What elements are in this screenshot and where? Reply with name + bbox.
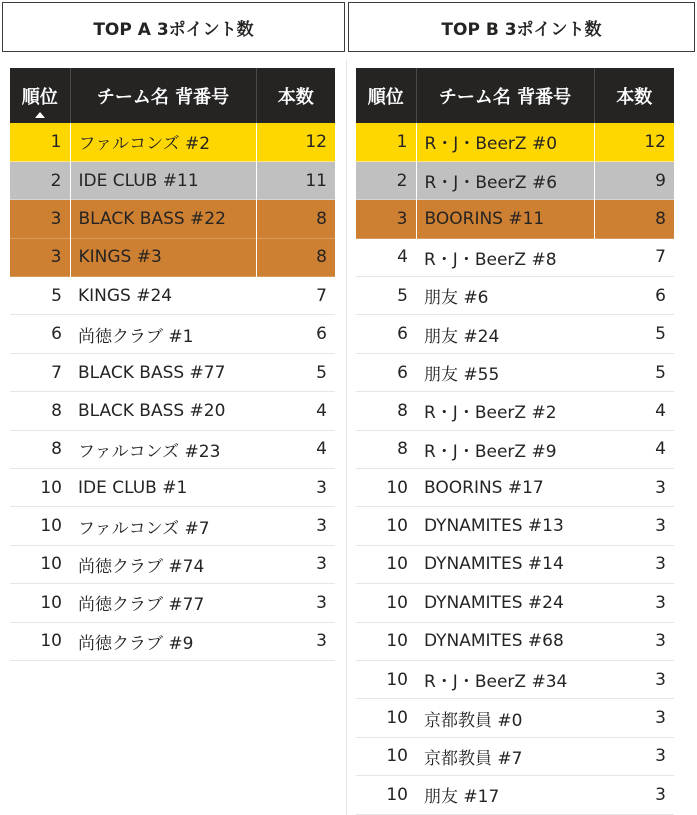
rank-cell: 3: [10, 200, 70, 238]
count-cell: 5: [655, 362, 666, 383]
team-name-cell: KINGS #3: [70, 238, 256, 276]
count-cell: 12: [305, 131, 327, 152]
team-name-cell: 京都教員 #7: [424, 748, 523, 769]
table-row[interactable]: [356, 161, 674, 199]
table-row[interactable]: [356, 622, 674, 660]
table-row[interactable]: [356, 315, 674, 353]
table-row[interactable]: [356, 392, 674, 430]
table-row[interactable]: [356, 353, 674, 391]
team-name-cell: 尚徳クラブ #1: [78, 326, 194, 347]
team-name-cell: 朋友 #55: [424, 365, 500, 386]
team-name-cell: R・J・BeerZ #8: [424, 249, 557, 270]
table-row[interactable]: [356, 200, 674, 238]
table-row[interactable]: [10, 200, 335, 238]
team-name-cell: IDE CLUB #11: [70, 161, 256, 199]
rank-cell: 10: [40, 516, 62, 537]
table-row[interactable]: [10, 392, 335, 430]
count-cell: 8: [316, 208, 327, 229]
rank-cell: 1: [356, 123, 416, 161]
name-header-label: チーム名 背番号: [96, 86, 230, 108]
count-cell: 3: [655, 746, 666, 767]
table-row[interactable]: [356, 238, 674, 276]
count-cell: 7: [655, 247, 666, 268]
rank-column-header[interactable]: [356, 68, 416, 123]
table-row[interactable]: [10, 353, 335, 391]
rank-cell: 6: [397, 324, 408, 345]
count-header-label: 本数: [277, 86, 314, 108]
top-a-header-row: [10, 68, 335, 123]
team-name-cell: DYNAMITES #68: [424, 631, 564, 652]
team-name-cell: DYNAMITES #24: [424, 592, 564, 613]
top-a-title: [2, 2, 345, 52]
table-row[interactable]: [356, 660, 674, 698]
table-row[interactable]: [356, 737, 674, 775]
table-row[interactable]: [10, 469, 335, 507]
count-cell: 12: [644, 131, 666, 152]
table-row[interactable]: [356, 545, 674, 583]
team-name-cell: IDE CLUB #1: [78, 477, 188, 498]
team-name-cell: ファルコンズ #7: [78, 518, 210, 539]
rank-cell: 10: [386, 708, 408, 729]
count-cell: 9: [655, 170, 666, 191]
table-row[interactable]: [10, 584, 335, 622]
rank-cell: 8: [397, 439, 408, 460]
rank-cell: 10: [386, 784, 408, 805]
count-cell: 3: [655, 516, 666, 537]
table-row[interactable]: [10, 123, 335, 161]
count-header-label: 本数: [616, 86, 653, 108]
rank-cell: 6: [397, 362, 408, 383]
top-b-title: [348, 2, 695, 52]
table-row[interactable]: [356, 584, 674, 622]
count-column-header[interactable]: [256, 68, 335, 123]
table-row[interactable]: [10, 430, 335, 468]
rank-cell: 3: [10, 238, 70, 276]
rank-cell: 10: [40, 631, 62, 652]
table-row[interactable]: [10, 315, 335, 353]
rank-cell: 8: [51, 439, 62, 460]
team-name-cell: 朋友 #6: [424, 288, 489, 309]
rank-cell: 2: [10, 161, 70, 199]
count-cell: 3: [316, 592, 327, 613]
team-name-cell: DYNAMITES #14: [424, 554, 564, 575]
rank-cell: 5: [51, 285, 62, 306]
count-cell: 6: [316, 324, 327, 345]
count-cell: 3: [316, 516, 327, 537]
count-cell: 3: [316, 631, 327, 652]
top-b-header-row: [356, 68, 674, 123]
name-header-label: チーム名 背番号: [438, 86, 572, 108]
table-row[interactable]: [356, 430, 674, 468]
table-row[interactable]: [10, 545, 335, 583]
table-row[interactable]: [10, 161, 335, 199]
count-cell: 11: [305, 170, 327, 191]
team-name-cell: KINGS #24: [78, 285, 173, 306]
count-cell: 7: [316, 285, 327, 306]
team-name-cell: R・J・BeerZ #6: [416, 161, 594, 199]
rank-cell: 10: [40, 592, 62, 613]
count-cell: 4: [655, 400, 666, 421]
top-b-table: [356, 68, 674, 815]
team-name-cell: 朋友 #17: [424, 787, 500, 808]
count-cell: 3: [316, 477, 327, 498]
rank-cell: 8: [51, 400, 62, 421]
rank-cell: 10: [386, 477, 408, 498]
table-row[interactable]: [356, 469, 674, 507]
rank-header-label: 順位: [21, 86, 58, 108]
team-name-cell: DYNAMITES #13: [424, 516, 564, 537]
rank-cell: 6: [51, 324, 62, 345]
top-b-title-text: TOP B 3ポイント数: [441, 19, 602, 40]
table-row[interactable]: [10, 507, 335, 545]
rank-cell: 1: [10, 123, 70, 161]
team-name-cell: 尚徳クラブ #74: [78, 556, 205, 577]
sort-ascending-icon: [35, 112, 45, 118]
team-name-cell: BLACK BASS #22: [70, 200, 256, 238]
count-cell: 3: [655, 708, 666, 729]
top-a-title-text: TOP A 3ポイント数: [93, 19, 254, 40]
team-name-cell: 朋友 #24: [424, 326, 500, 347]
table-row[interactable]: [356, 776, 674, 814]
rank-cell: 2: [356, 161, 416, 199]
count-cell: 3: [655, 669, 666, 690]
count-cell: 4: [316, 400, 327, 421]
team-name-cell: BOORINS #17: [424, 477, 544, 498]
count-cell: 3: [655, 554, 666, 575]
table-row[interactable]: [356, 277, 674, 315]
count-cell: 3: [655, 477, 666, 498]
count-cell: 8: [655, 208, 666, 229]
team-name-cell: R・J・BeerZ #34: [424, 672, 568, 693]
count-cell: 3: [655, 592, 666, 613]
rank-cell: 8: [397, 400, 408, 421]
rank-cell: 10: [386, 746, 408, 767]
rank-header-label: 順位: [367, 86, 404, 108]
count-cell: 8: [316, 247, 327, 268]
name-column-header[interactable]: [416, 68, 594, 123]
team-name-cell: ファルコンズ #23: [78, 441, 221, 462]
team-name-cell: 尚徳クラブ #9: [78, 633, 194, 654]
top-a-table: [10, 68, 335, 661]
count-cell: 3: [655, 631, 666, 652]
table-row[interactable]: [356, 699, 674, 737]
count-cell: 4: [316, 439, 327, 460]
team-name-cell: BLACK BASS #20: [78, 400, 226, 421]
count-cell: 3: [655, 784, 666, 805]
count-cell: 6: [655, 285, 666, 306]
team-name-cell: R・J・BeerZ #9: [424, 441, 557, 462]
rank-column-header[interactable]: [10, 68, 70, 123]
rank-cell: 10: [386, 631, 408, 652]
rank-cell: 10: [40, 477, 62, 498]
rank-cell: 10: [40, 554, 62, 575]
team-name-cell: 尚徳クラブ #77: [78, 595, 205, 616]
rank-cell: 3: [356, 200, 416, 238]
rank-cell: 10: [386, 592, 408, 613]
table-row[interactable]: [10, 238, 335, 276]
count-cell: 4: [655, 439, 666, 460]
rank-cell: 4: [397, 247, 408, 268]
team-name-cell: BOORINS #11: [416, 200, 594, 238]
name-column-header[interactable]: [70, 68, 256, 123]
table-row[interactable]: [10, 277, 335, 315]
team-name-cell: BLACK BASS #77: [78, 362, 226, 383]
table-row[interactable]: [356, 507, 674, 545]
rank-cell: 7: [51, 362, 62, 383]
count-cell: 5: [316, 362, 327, 383]
count-cell: 5: [655, 324, 666, 345]
table-row[interactable]: [10, 622, 335, 660]
rank-cell: 10: [386, 669, 408, 690]
rank-cell: 10: [386, 554, 408, 575]
table-row[interactable]: [356, 123, 674, 161]
count-cell: 3: [316, 554, 327, 575]
team-name-cell: R・J・BeerZ #0: [416, 123, 594, 161]
team-name-cell: 京都教員 #0: [424, 710, 523, 731]
team-name-cell: ファルコンズ #2: [70, 123, 256, 161]
rank-cell: 5: [397, 285, 408, 306]
rank-cell: 10: [386, 516, 408, 537]
count-column-header[interactable]: [594, 68, 674, 123]
team-name-cell: R・J・BeerZ #2: [424, 403, 557, 424]
